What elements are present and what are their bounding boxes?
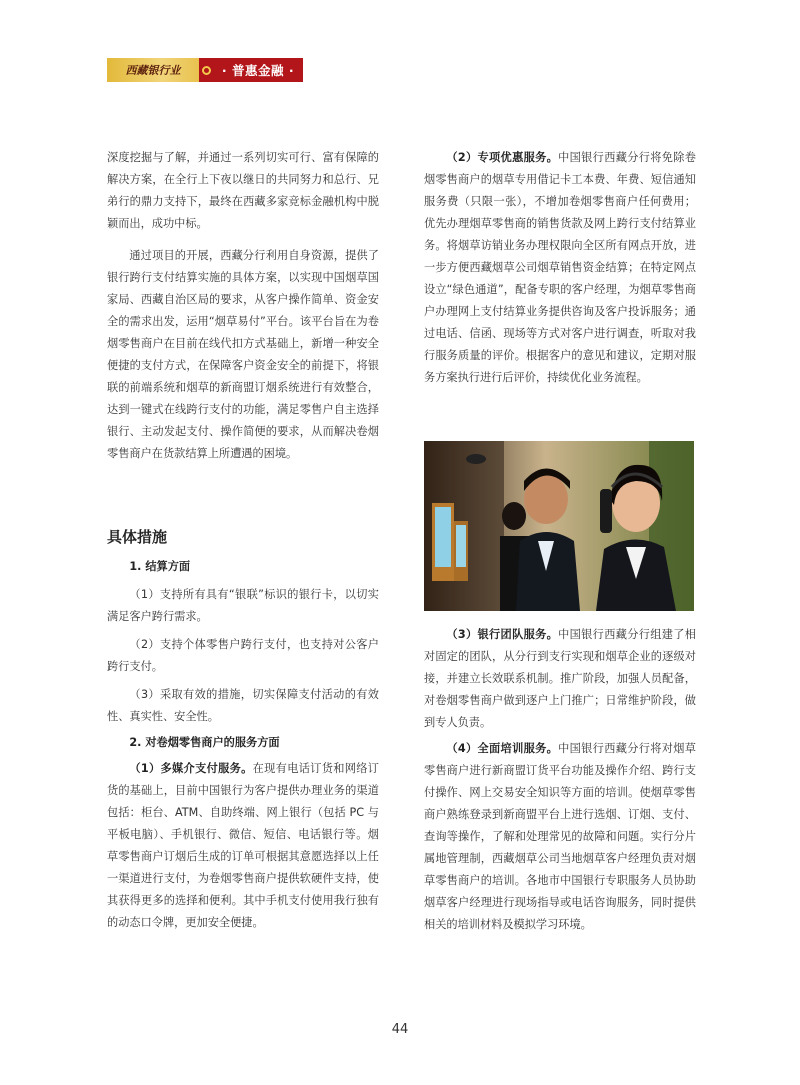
- item-title: （1）多媒介支付服务。: [129, 762, 253, 775]
- item-body: 中国银行西藏分行将免除卷烟零售商户的烟草专用借记卡工本费、年费、短信通知服务费（只限一张），不增加卷烟零售商户任何费用；优先办理烟草零售商的销售货款及网上跨行支付结算业务。将烟草访销业务办理权限向全区所有网点开放，进一步方便西藏烟草公司烟草销售资金结算；在特定网点设立“绿色通道”，配备专职的客户经理，为烟草零售商户办理网上支付结算业务提供咨询及客户投诉服务；通过电话、信函、现场等方式对客户进行调查，听取对我行服务质量的评价。根据客户的意见和建议，定期对服务方案执行进行后评价，持续优化业务流程。: [424, 151, 696, 384]
- list-item: （3）采取有效的措施，切实保障支付活动的有效性、真实性、安全性。: [107, 688, 379, 723]
- list-item: （2）支持个体零售户跨行支付，也支持对公客户跨行支付。: [107, 638, 379, 673]
- left-column: [107, 147, 379, 465]
- item-body: 中国银行西藏分行将对烟草零售商户进行新商盟订货平台功能及操作介绍、跨行支付操作、网上交易安全知识等方面的培训。使烟草零售商户熟练登录到新商盟平台上进行选烟、订烟、支付、查询等操作，了解和处理常见的故障和问题。实行分片属地管理制，西藏烟草公司当地烟草客户经理负责对烟草零售商户的培训。各地市中国银行专职服务人员协助烟草客户经理进行现场指导或电话咨询服务，同时提供相关的培训材料及模拟学习环境。: [424, 742, 696, 931]
- left-column-measures: [107, 526, 379, 934]
- item-title: （3）银行团队服务。: [446, 628, 559, 641]
- call-center-image: [424, 441, 694, 611]
- right-column-bottom: [424, 624, 696, 936]
- item-title: （2）专项优惠服务。: [446, 151, 559, 164]
- section-heading: 具体措施: [107, 528, 168, 546]
- right-column-top: [424, 147, 696, 389]
- paragraph-team-service: [424, 624, 696, 734]
- item-body: 在现有电话订货和网络订货的基础上，目前中国银行为客户提供办理业务的渠道包括：柜台、ATM、自助终端、网上银行（包括 PC 与平板电脑）、手机银行、微信、短信、电话银行等。烟草零售商户订烟后生成的订单可根据其意愿选择以上任一渠道进行支付，为卷烟零售商户提供软硬件支持，使其获得更多的选择和便利。其中手机支付使用我行独有的动态口令牌，更加安全便捷。: [107, 762, 379, 929]
- ornament-icon: [199, 58, 213, 82]
- page-number: 44: [391, 1022, 409, 1037]
- subheading-settlement: 1. 结算方面: [129, 560, 191, 573]
- paragraph-intro-continued: 深度挖掘与了解，并通过一系列切实可行、富有保障的解决方案，在全行上下夜以继日的共同努力和总行、兄弟行的鼎力支持下，最终在西藏多家竞标金融机构中脱颖而出，成功中标。: [107, 151, 379, 230]
- subheading-service: 2. 对卷烟零售商户的服务方面: [129, 736, 280, 749]
- paragraph-training-service: [424, 738, 696, 936]
- paragraph-multimedia-payment: [107, 758, 379, 934]
- item-body: 中国银行西藏分行组建了相对固定的团队，从分行到支行实现和烟草企业的逐级对接，并建立长效联系机制。推广阶段，加强人员配备，对卷烟零售商户做到逐户上门推广；日常维护阶段，做到专人负责。: [424, 628, 696, 729]
- section-label: · 普惠金融 ·: [213, 58, 303, 82]
- paragraph-project: 通过项目的开展，西藏分行利用自身资源，提供了银行跨行支付结算实施的具体方案，以实现中国烟草国家局、西藏自治区局的要求，从客户操作简单、资金安全的需求出发，运用“烟草易付”平台。该平台旨在为卷烟零售商户在目前在线代扣方式基础上，新增一种安全便捷的支付方式，在保障客户资金安全的前提下，将银联的前端系统和烟草的新商盟订烟系统进行有效整合，达到一键式在线跨行支付的功能，满足零售户自主选择银行、主动发起支付、操作简便的要求，从而解决卷烟零售商户在货款结算上所遭遇的困境。: [107, 249, 379, 460]
- item-title: （4）全面培训服务。: [446, 742, 559, 755]
- list-item: （1）支持所有具有“银联”标识的银行卡，以切实满足客户跨行需求。: [107, 588, 379, 623]
- call-center-photo: [424, 441, 694, 611]
- brand-logo: 西藏银行业: [107, 58, 199, 82]
- paragraph-discount-service: [424, 147, 696, 389]
- page-header: [107, 58, 303, 82]
